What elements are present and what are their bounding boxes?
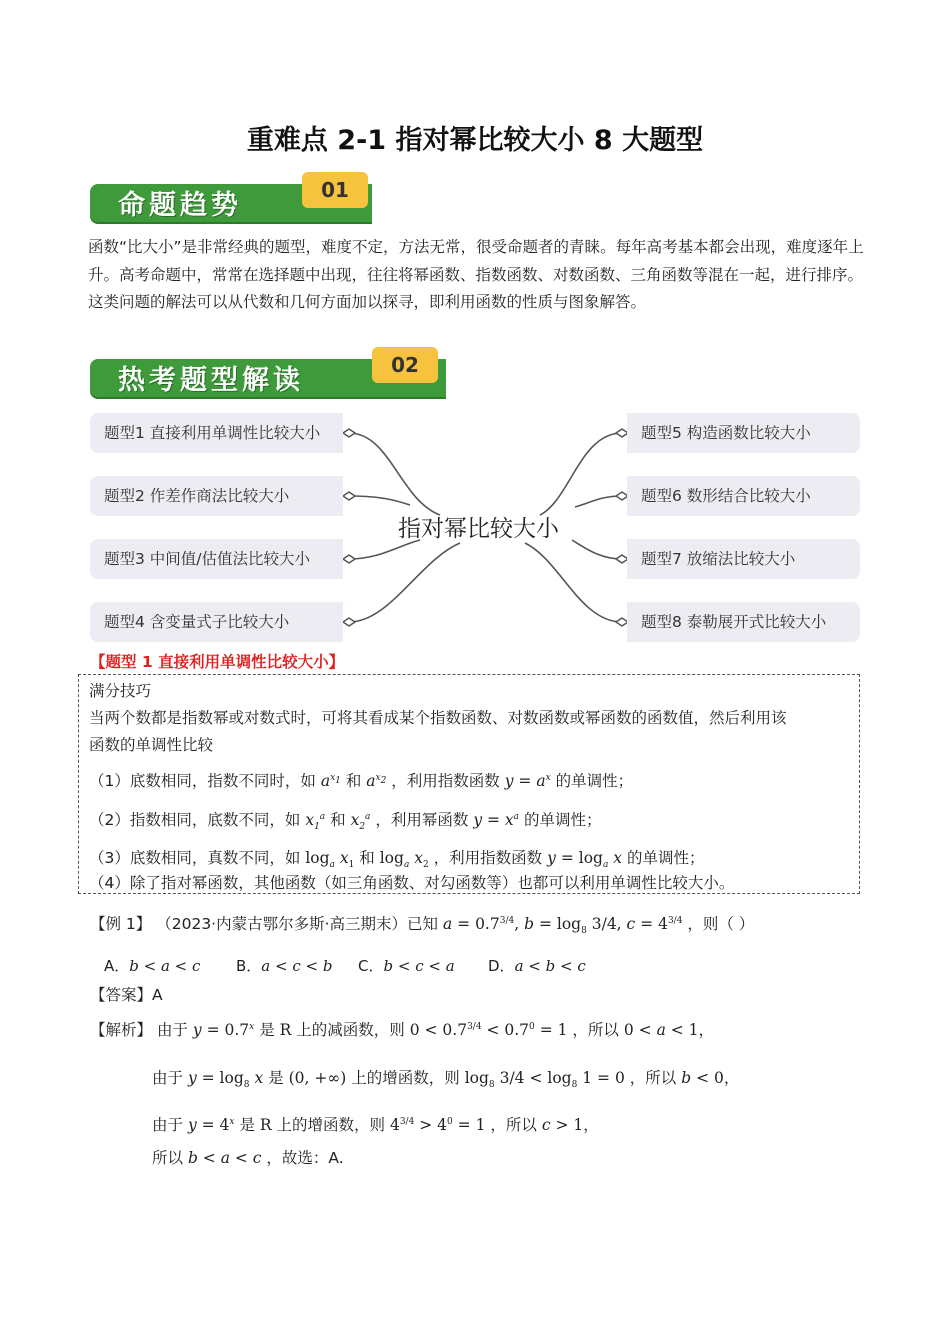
math-expr: $\log_a x_2$ [379,849,429,871]
page-title: 重难点 2-1 指对幂比较大小 8 大题型 [246,125,704,156]
analysis-step-1: 【解析】 由于 $y = 0.7^x$ 是 R 上的减函数，则 $0 < 0.7^{3/4} < 0.7^0 = 1$ ，所以 0 < a < 1， [90,1021,715,1039]
math-expr: 0 < a < 1 [623,1021,699,1039]
math-expr: $4^{3/4} > 4^0 = 1$ [389,1116,486,1134]
math-expr: c > 1 [541,1116,584,1134]
math-expr: $0 < 0.7^{3/4} < 0.7^0 = 1$ [409,1021,568,1039]
analysis-step-3: 由于 $y = 4^x$ 是 R 上的增函数，则 $4^{3/4} > 4^0 = 1$ ，所以 c > 1， [152,1116,599,1134]
math-expr: $y = \log_a x$ [547,849,623,871]
tip-2: （2）指数相同，底数不同，如 $x_1^a$ 和 $x_2^a$ ，利用幂函数 $y = x^a$ 的单调性； [89,811,602,833]
math-expr: (0, +∞) [288,1069,347,1087]
mindmap-item-type3[interactable]: 题型3 中间值/估值法比较大小 [90,539,343,579]
option-c[interactable]: C．b < c < a [358,957,455,975]
mindmap-item-type4[interactable]: 题型4 含变量式子比较大小 [90,602,343,642]
math-expr: $y = 4^x$ [187,1116,235,1134]
math-expr: R [259,1116,272,1134]
math-expr: b < a < c [187,1149,262,1167]
intro-paragraph: 函数“比大小”是非常经典的题型，难度不定，方法无常，很受命题者的青睐。每年高考基本都会出现，难度逐年上升。高考命题中，常常在选择题中出现，往往将幂函数、指数函数、对数函数、三角函数等混在一起，进行排序。这类问题的解法可以从代数和几何方面加以探寻，即利用函数的性质与图象解答。 [88,238,864,311]
option-d[interactable]: D．a < b < c [488,957,586,975]
type1-heading: 【题型 1 直接利用单调性比较大小】 [90,653,345,671]
math-expr: $\log_8 3/4 < \log_8 1 = 0$ [464,1069,625,1091]
math-expr: R [279,1021,292,1039]
math-expr: $a^{x_2}$ [366,772,387,790]
math-expr: $\log_a x_1$ [305,849,355,871]
option-b[interactable]: B．a < c < b [236,957,333,975]
example1-question: 【例 1】 （2023·内蒙古鄂尔多斯·高三期末）已知 $a = 0.7^{3/4}$, $b = \log_8 3/4$, $c = 4^{3/4}$ ，则（ ） [90,915,755,937]
tip-intro-1: 当两个数都是指数幂或对数式时，可将其看成某个指数函数、对数函数或幂函数的函数值，然后利用该 [89,709,787,727]
analysis-step-2: 由于 $y = \log_8 x$ 是 (0, +∞) 上的增函数，则 $\log_8 3/4 < \log_8 1 = 0$ ，所以 b < 0， [152,1069,740,1091]
banner-number: 01 [302,172,368,208]
mindmap-item-type2[interactable]: 题型2 作差作商法比较大小 [90,476,343,516]
tip-3: （3）底数相同，真数不同，如 $\log_a x_1$ 和 $\log_a x_2$ ，利用指数函数 $y = \log_a x$ 的单调性； [89,849,705,871]
math-expr: $a = 0.7^{3/4}$, $b = \log_8 3/4$, $c = 4^{3/4}$ [442,915,683,937]
math-expr: $x_1^a$ [305,811,326,833]
analysis-step-4: 所以 b < a < c ，故选：A. [152,1149,344,1167]
mindmap-item-type8[interactable]: 题型8 泰勒展开式比较大小 [627,602,860,642]
math-expr: $y = a^x$ [504,772,551,790]
banner-number: 02 [372,347,438,383]
math-expr: b < 0 [681,1069,724,1087]
tip-intro-2: 函数的单调性比较 [89,736,214,754]
banner-label: 命题趋势 [118,190,242,221]
option-a[interactable]: A．b < a < c [104,957,201,975]
mindmap-item-type6[interactable]: 题型6 数形结合比较大小 [627,476,860,516]
mindmap-center: 指对幂比较大小 [398,516,559,542]
answer-line: 【答案】A [90,986,163,1004]
mindmap-item-type1[interactable]: 题型1 直接利用单调性比较大小 [90,413,343,453]
tip-title: 满分技巧 [89,682,152,700]
banner-label: 热考题型解读 [118,365,304,396]
mindmap-item-type5[interactable]: 题型5 构造函数比较大小 [627,413,860,453]
math-expr: $y = x^a$ [473,811,520,829]
tip-4: （4）除了指对幂函数，其他函数（如三角函数、对勾函数等）也都可以利用单调性比较大小。 [89,874,735,892]
math-expr: $a^{x_1}$ [320,772,341,790]
math-expr: $y = \log_8 x$ [187,1069,264,1091]
math-expr: $x_2^a$ [350,811,371,833]
tips-box [78,674,860,894]
mindmap-item-type7[interactable]: 题型7 放缩法比较大小 [627,539,860,579]
tip-1: （1）底数相同，指数不同时，如 $a^{x_1}$ 和 $a^{x_2}$ ，利用指数函数 $y = a^x$ 的单调性； [89,772,634,790]
math-expr: $y = 0.7^x$ [192,1021,255,1039]
